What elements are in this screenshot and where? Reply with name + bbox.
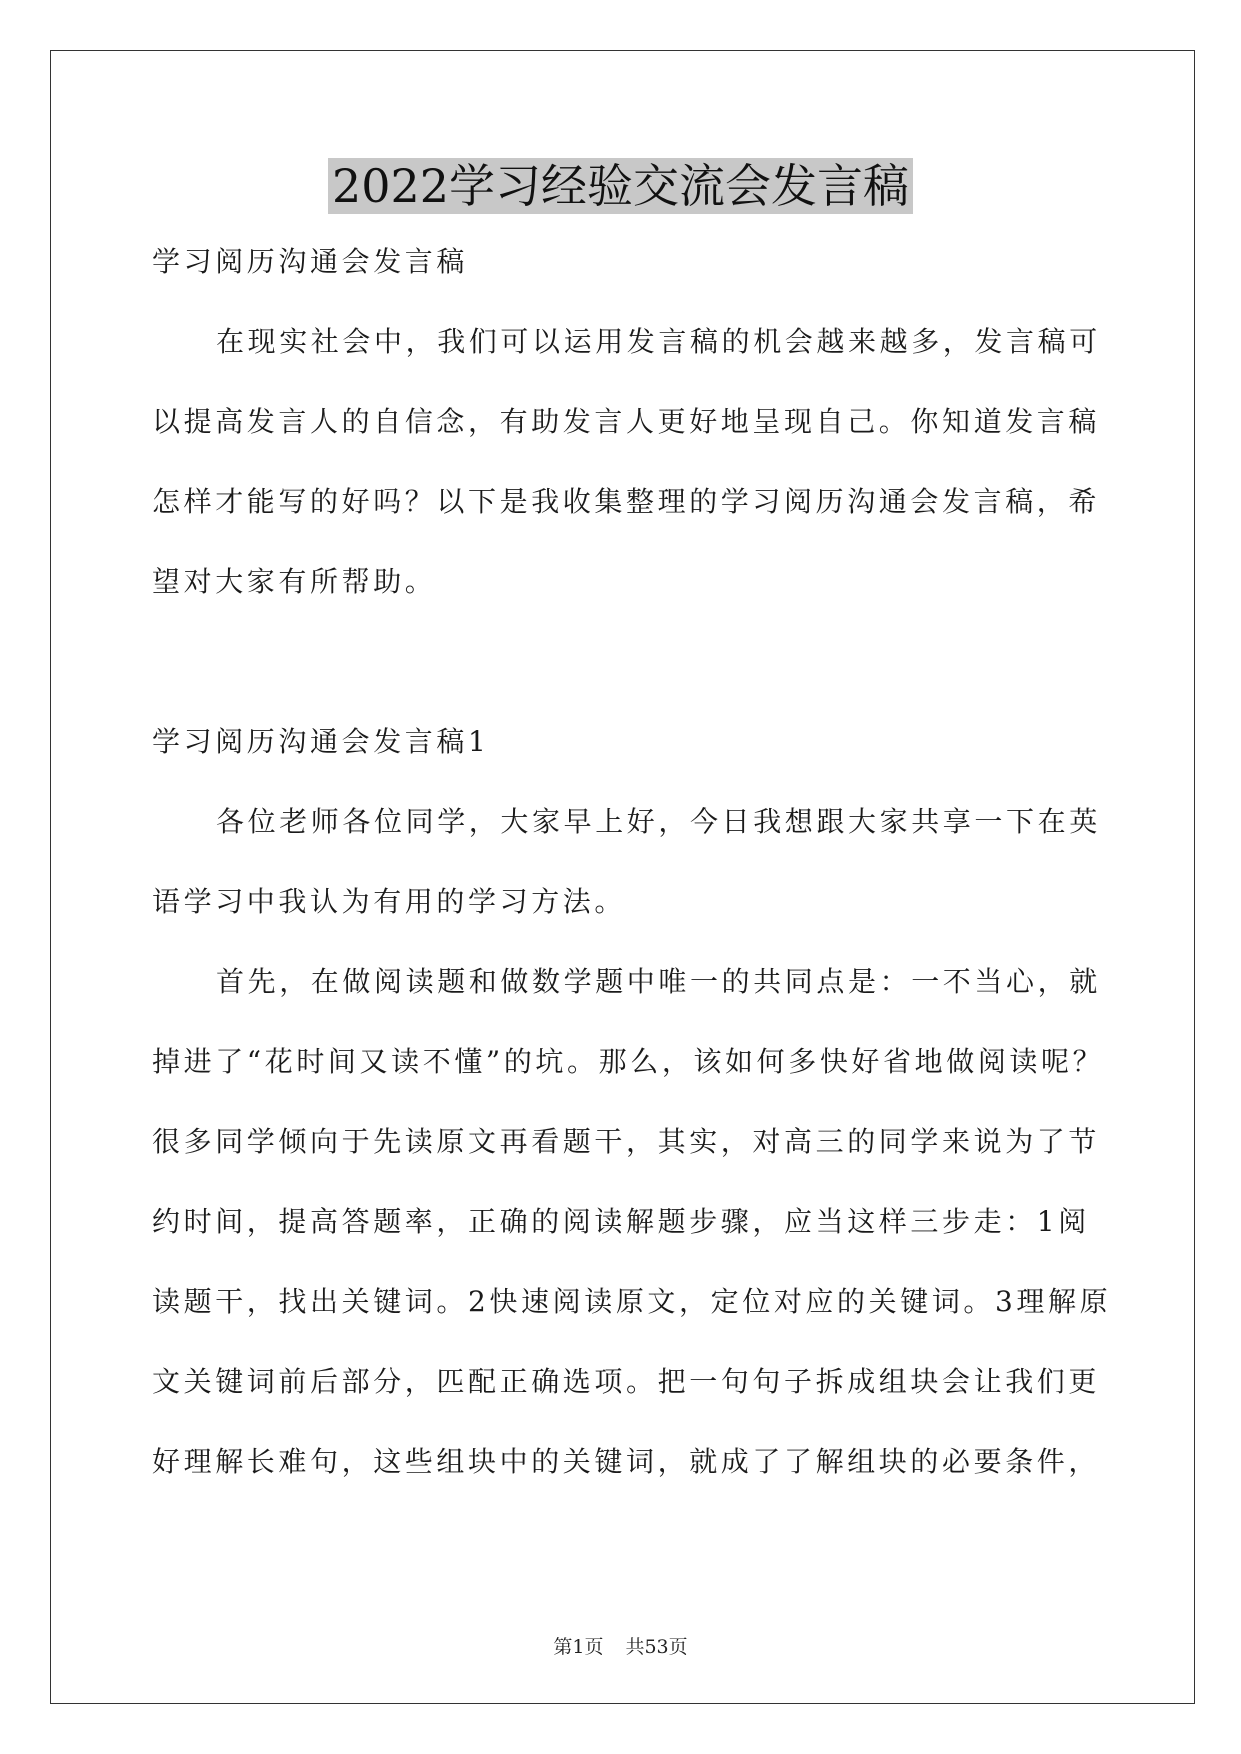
- paragraph-line: 好理解长难句，这些组块中的关键词，就成了了解组块的必要条件，: [152, 1445, 1101, 1478]
- section-heading: 学习阅历沟通会发言稿1: [152, 725, 490, 758]
- document-body: [152, 243, 1112, 1523]
- page-number: 第1页: [553, 1636, 604, 1658]
- paragraph-line: 在现实社会中，我们可以运用发言稿的机会越来越多，发言稿可: [216, 325, 1101, 358]
- paragraph-line: 文关键词前后部分，匹配正确选项。把一句句子拆成组块会让我们更: [152, 1365, 1101, 1398]
- paragraph-line: 各位老师各位同学，大家早上好，今日我想跟大家共享一下在英: [216, 805, 1101, 838]
- paragraph-line: 掉进了“花时间又读不懂”的坑。那么，该如何多快好省地做阅读呢？: [152, 1045, 1105, 1078]
- title-container: [0, 158, 1241, 214]
- paragraph-line: 很多同学倾向于先读原文再看题干，其实，对高三的同学来说为了节: [152, 1125, 1101, 1158]
- paragraph-line: 读题干，找出关键词。2快速阅读原文，定位对应的关键词。3理解原: [152, 1285, 1112, 1318]
- paragraph-line: 语学习中我认为有用的学习方法。: [152, 885, 627, 918]
- paragraph-line: 约时间，提高答题率，正确的阅读解题步骤，应当这样三步走：1阅: [152, 1205, 1090, 1238]
- page-footer: [0, 1632, 1241, 1659]
- paragraph-line: 以提高发言人的自信念，有助发言人更好地呈现自己。你知道发言稿: [152, 405, 1101, 438]
- section-heading: 学习阅历沟通会发言稿: [152, 245, 469, 278]
- blank-line: [152, 643, 1092, 723]
- paragraph-line: 怎样才能写的好吗？以下是我收集整理的学习阅历沟通会发言稿，希: [152, 485, 1101, 518]
- document-title: 2022学习经验交流会发言稿: [328, 158, 913, 214]
- paragraph-line: 望对大家有所帮助。: [152, 565, 437, 598]
- paragraph-line: 首先，在做阅读题和做数学题中唯一的共同点是：一不当心，就: [216, 965, 1101, 998]
- page-total: 共53页: [625, 1636, 688, 1658]
